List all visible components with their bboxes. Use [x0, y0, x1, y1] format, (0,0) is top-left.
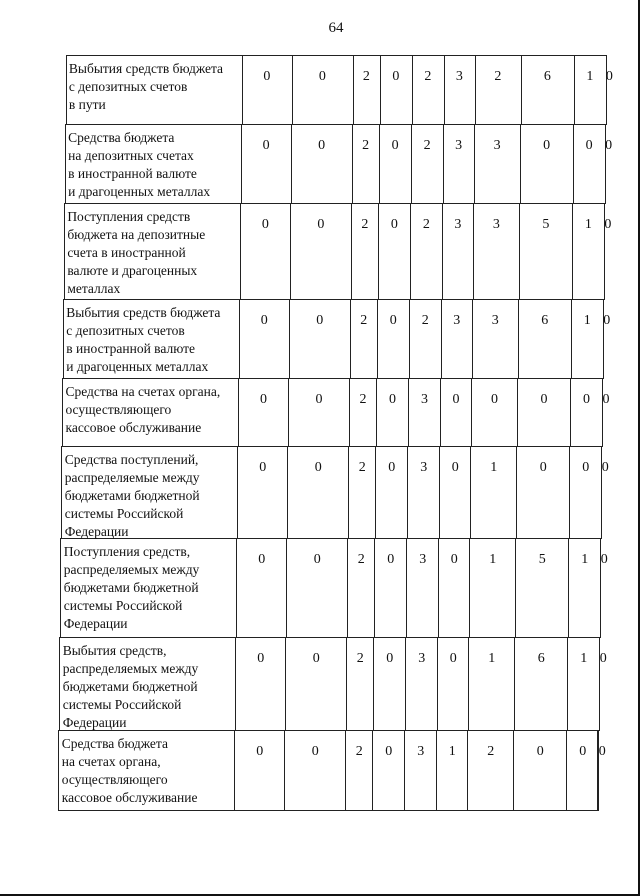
table-column-border — [518, 299, 519, 379]
code-digit: 0 — [315, 392, 323, 407]
code-digit: 3 — [453, 313, 461, 328]
table-column-border — [603, 299, 604, 379]
code-digit: 3 — [418, 651, 426, 666]
code-digit: 5 — [542, 217, 550, 232]
table-column-border — [379, 124, 380, 204]
row-label: Средства бюджета на депозитных счетах в иностранной валюте и драгоценных металлах — [68, 130, 211, 199]
table-column-border — [62, 378, 63, 447]
code-digit: 2 — [356, 651, 364, 666]
row-label: Выбытия средств бюджета с депозитных счетов в пути — [68, 61, 224, 112]
table-column-border — [571, 299, 572, 379]
table-column-border — [411, 124, 412, 204]
code-digit: 1 — [583, 313, 591, 328]
code-digit: 0 — [582, 460, 590, 475]
code-digit: 1 — [488, 651, 496, 666]
table-column-border — [602, 378, 603, 447]
table-column-border — [292, 55, 293, 125]
code-digit: 0 — [390, 217, 398, 232]
table-column-border — [566, 730, 567, 811]
code-digit: 0 — [599, 651, 607, 666]
table-column-border — [443, 124, 444, 204]
code-digit: 2 — [362, 69, 370, 84]
code-digit: 0 — [386, 651, 394, 666]
code-digit: 1 — [448, 744, 456, 759]
code-digit: 0 — [449, 651, 457, 666]
table-column-border — [61, 446, 62, 539]
table-column-border — [63, 299, 64, 379]
code-digit: 3 — [492, 217, 500, 232]
code-digit: 0 — [579, 744, 587, 759]
code-digit: 0 — [605, 138, 613, 153]
code-digit: 0 — [605, 69, 613, 84]
code-digit: 2 — [357, 552, 365, 567]
table-column-border — [372, 730, 373, 811]
code-digit: 6 — [543, 69, 551, 84]
code-digit: 0 — [598, 744, 606, 759]
code-digit: 0 — [318, 69, 326, 84]
code-digit: 6 — [541, 313, 549, 328]
table-column-border — [474, 124, 475, 204]
code-digit: 2 — [358, 460, 366, 475]
table-column-border — [597, 730, 598, 811]
table-column-border — [66, 55, 67, 125]
code-digit: 0 — [450, 552, 458, 567]
table-row-border — [66, 55, 606, 56]
page-number: 64 — [328, 20, 344, 36]
code-digit: 3 — [455, 138, 463, 153]
code-digit: 0 — [582, 392, 590, 407]
table-column-border — [521, 55, 522, 125]
row-label: Средства бюджета на счетах органа, осуществляющего кассовое обслуживание — [61, 736, 198, 805]
code-digit: 2 — [359, 392, 367, 407]
code-digit: 1 — [580, 651, 588, 666]
table-column-border — [353, 55, 354, 125]
code-digit: 0 — [263, 69, 271, 84]
table-row-border — [64, 203, 604, 204]
code-digit: 0 — [312, 651, 320, 666]
table-column-border — [349, 378, 350, 447]
table-column-border — [412, 55, 413, 125]
code-digit: 0 — [539, 460, 547, 475]
code-digit: 0 — [536, 744, 544, 759]
code-digit: 6 — [537, 651, 545, 666]
row-label: Поступления средств бюджета на депозитные счета в иностранной валюте и драгоценных металлах — [67, 209, 206, 296]
code-digit: 0 — [452, 392, 460, 407]
code-digit: 0 — [317, 217, 325, 232]
code-digit: 1 — [489, 552, 497, 567]
table-column-border — [520, 124, 521, 204]
table-column-border — [350, 299, 351, 379]
table-column-border — [573, 124, 574, 204]
table-column-border — [376, 378, 377, 447]
code-digit: 2 — [494, 69, 502, 84]
table-column-border — [606, 55, 607, 125]
code-digit: 0 — [314, 460, 322, 475]
table-column-border — [409, 299, 410, 379]
table-column-border — [570, 378, 571, 447]
table-row-border — [63, 378, 603, 379]
table-column-border — [471, 378, 472, 447]
table-row-border — [60, 637, 599, 638]
code-digit: 1 — [584, 217, 592, 232]
code-digit: 0 — [603, 313, 611, 328]
table-row-border — [63, 299, 603, 300]
code-digit: 3 — [454, 217, 462, 232]
table-column-border — [436, 730, 437, 811]
table-column-border — [404, 730, 405, 811]
table-row-border — [58, 810, 597, 811]
code-digit: 2 — [360, 313, 368, 328]
code-digit: 0 — [316, 313, 324, 328]
code-digit: 0 — [261, 217, 269, 232]
code-digit: 3 — [419, 552, 427, 567]
code-digit: 3 — [455, 69, 463, 84]
code-digit: 0 — [256, 744, 264, 759]
code-digit: 0 — [604, 217, 612, 232]
code-digit: 5 — [538, 552, 546, 567]
code-digit: 0 — [543, 138, 551, 153]
table-column-border — [380, 55, 381, 125]
table-column-border — [288, 378, 289, 447]
code-digit: 1 — [490, 460, 498, 475]
code-digit: 0 — [257, 651, 265, 666]
table-column-border — [517, 378, 518, 447]
row-label: Выбытия средств, распределяемых между бюджетами бюджетной системы Российской Федерации — [62, 643, 199, 730]
code-digit: 2 — [423, 138, 431, 153]
code-digit: 0 — [385, 744, 393, 759]
table-column-border — [408, 378, 409, 447]
code-digit: 0 — [318, 138, 326, 153]
code-digit: 1 — [586, 69, 594, 84]
table-column-border — [513, 730, 514, 811]
code-digit: 3 — [420, 392, 428, 407]
code-digit: 0 — [601, 460, 609, 475]
row-label: Средства поступлений, распределяемые между бюджетами бюджетной системы Российской Федерации — [64, 452, 200, 539]
code-digit: 0 — [313, 552, 321, 567]
code-digit: 2 — [361, 217, 369, 232]
table-column-border — [467, 730, 468, 811]
row-label: Выбытия средств бюджета с депозитных счетов в иностранной валюте и драгоценных металлах — [66, 305, 221, 374]
code-digit: 2 — [422, 217, 430, 232]
code-digit: 0 — [388, 392, 396, 407]
code-digit: 0 — [259, 460, 267, 475]
code-digit: 0 — [259, 392, 267, 407]
row-label: Средства на счетах органа, осуществляющего кассовое обслуживание — [65, 384, 221, 435]
table-row-border — [65, 124, 605, 125]
table-column-border — [598, 730, 599, 811]
table-column-border — [289, 299, 290, 379]
code-digit: 2 — [487, 744, 495, 759]
code-digit: 0 — [311, 744, 319, 759]
table-column-border — [444, 55, 445, 125]
table-column-border — [64, 203, 65, 300]
table-column-border — [59, 637, 60, 731]
code-digit: 0 — [391, 138, 399, 153]
code-digit: 2 — [424, 69, 432, 84]
code-digit: 0 — [388, 460, 396, 475]
table-column-border — [345, 730, 346, 811]
table-column-border — [472, 299, 473, 379]
code-digit: 3 — [491, 313, 499, 328]
code-digit: 0 — [258, 552, 266, 567]
code-digit: 0 — [387, 552, 395, 567]
code-digit: 3 — [493, 138, 501, 153]
table-row-border — [62, 446, 601, 447]
table-column-border — [65, 124, 66, 204]
code-digit: 0 — [600, 552, 608, 567]
code-digit: 0 — [451, 460, 459, 475]
code-digit: 2 — [362, 138, 370, 153]
table-column-border — [352, 124, 353, 204]
table-column-border — [441, 299, 442, 379]
code-digit: 0 — [262, 138, 270, 153]
code-digit: 2 — [421, 313, 429, 328]
table-column-border — [440, 378, 441, 447]
code-digit: 0 — [540, 392, 548, 407]
table-column-border — [605, 124, 606, 204]
table-column-border — [58, 730, 59, 811]
table-column-border — [291, 124, 292, 204]
code-digit: 0 — [602, 392, 610, 407]
code-digit: 2 — [355, 744, 363, 759]
code-digit: 0 — [389, 313, 397, 328]
table-column-border — [475, 55, 476, 125]
code-digit: 0 — [260, 313, 268, 328]
code-digit: 1 — [581, 552, 589, 567]
code-digit: 3 — [420, 460, 428, 475]
code-digit: 0 — [392, 69, 400, 84]
table-column-border — [60, 538, 61, 638]
code-digit: 3 — [417, 744, 425, 759]
table-column-border — [574, 55, 575, 125]
row-label: Поступления средств, распределяемых между бюджетами бюджетной системы Российской Федерации — [63, 544, 200, 631]
table-column-border — [284, 730, 285, 811]
code-digit: 0 — [490, 392, 498, 407]
code-digit: 0 — [585, 138, 593, 153]
table-column-border — [377, 299, 378, 379]
